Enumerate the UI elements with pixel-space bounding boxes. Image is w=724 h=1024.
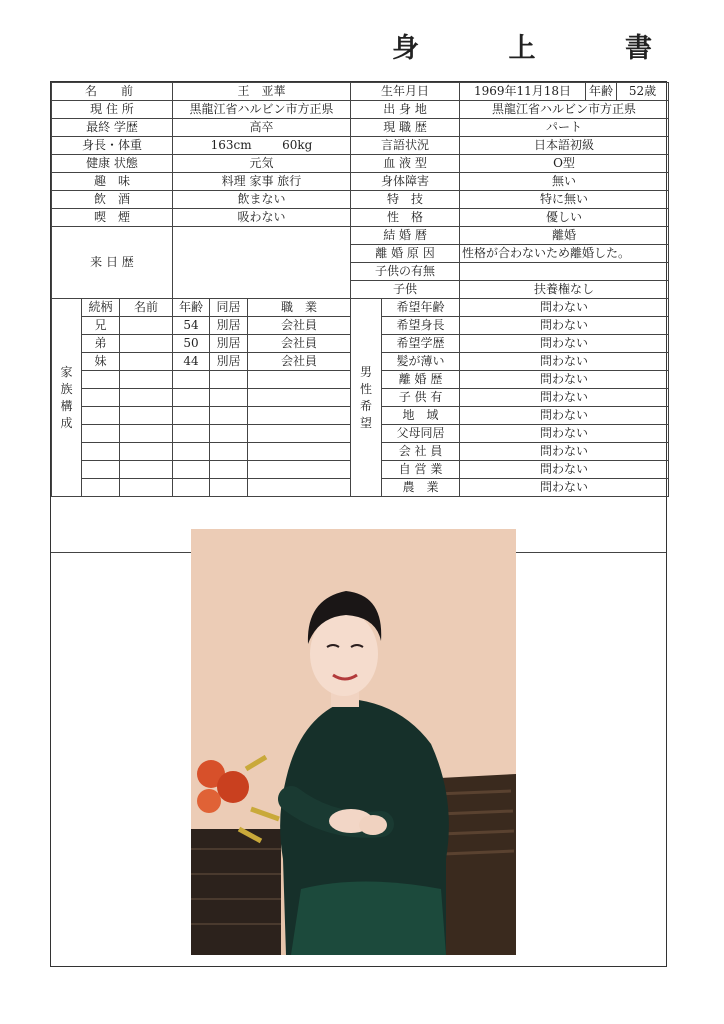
family-age (173, 461, 210, 479)
family-name (120, 461, 173, 479)
family-living (210, 407, 248, 425)
pref-value: 問わない (460, 335, 669, 353)
pref-value: 問わない (460, 407, 669, 425)
family-job (248, 443, 351, 461)
label-disability: 身体障害 (351, 173, 460, 191)
family-name (120, 317, 173, 335)
family-age (173, 443, 210, 461)
row-hobby (52, 173, 669, 191)
family-relation (82, 479, 120, 497)
pref-label: 会 社 員 (382, 443, 460, 461)
family-living (210, 443, 248, 461)
value-job: パート (460, 119, 669, 137)
label-divorce: 離 婚 原 因 (351, 245, 460, 263)
family-living (210, 461, 248, 479)
label-job: 現 職 歴 (351, 119, 460, 137)
family-age (173, 425, 210, 443)
family-age: 54 (173, 317, 210, 335)
pref-value: 問わない (460, 443, 669, 461)
portrait-illustration (191, 529, 516, 955)
value-divorce: 性格が合わないため離婚した。 (460, 245, 669, 263)
family-name (120, 389, 173, 407)
family-relation (82, 461, 120, 479)
family-name (120, 425, 173, 443)
label-age: 年齢 (586, 83, 617, 101)
family-name (120, 353, 173, 371)
row-name (52, 83, 669, 101)
label-smoking: 喫 煙 (52, 209, 173, 227)
family-relation (82, 389, 120, 407)
family-name (120, 443, 173, 461)
row-body (52, 137, 669, 155)
label-japan-history: 来 日 歴 (52, 227, 173, 299)
family-living: 別居 (210, 317, 248, 335)
label-address: 現 住 所 (52, 101, 173, 119)
family-relation: 弟 (82, 335, 120, 353)
value-address: 黒龍江省ハルビン市方正県 (173, 101, 351, 119)
label-body: 身長・体重 (52, 137, 173, 155)
label-hobby: 趣 味 (52, 173, 173, 191)
family-living (210, 425, 248, 443)
family-name (120, 479, 173, 497)
pref-label: 農 業 (382, 479, 460, 497)
value-disability: 無い (460, 173, 669, 191)
family-job (248, 461, 351, 479)
label-language: 言語状況 (351, 137, 460, 155)
family-job (248, 389, 351, 407)
family-job: 会社員 (248, 317, 351, 335)
row-address (52, 101, 669, 119)
row-health (52, 155, 669, 173)
value-japan-history (173, 227, 351, 299)
family-job: 会社員 (248, 335, 351, 353)
family-living: 別居 (210, 335, 248, 353)
family-relation (82, 425, 120, 443)
pref-value: 問わない (460, 299, 669, 317)
profile-sheet (50, 81, 667, 967)
family-age (173, 389, 210, 407)
family-relation (82, 371, 120, 389)
family-name (120, 407, 173, 425)
preference-side-label: 男 性 希 望 (351, 299, 382, 497)
pref-label: 自 営 業 (382, 461, 460, 479)
family-living (210, 479, 248, 497)
value-name: 王 亚華 (173, 83, 351, 101)
label-children: 子供の有無 (351, 263, 460, 281)
value-birth: 1969年11月18日 (460, 83, 586, 101)
pref-label: 髪が薄い (382, 353, 460, 371)
family-living (210, 389, 248, 407)
family-age (173, 479, 210, 497)
row-education (52, 119, 669, 137)
label-child: 子供 (351, 281, 460, 299)
family-living: 別居 (210, 353, 248, 371)
family-relation: 妹 (82, 353, 120, 371)
family-header-job: 職 業 (248, 299, 351, 317)
family-age: 50 (173, 335, 210, 353)
pref-value: 問わない (460, 389, 669, 407)
value-blood: O型 (460, 155, 669, 173)
value-marriage: 離婚 (460, 227, 669, 245)
family-job (248, 371, 351, 389)
row-drinking (52, 191, 669, 209)
family-age: 44 (173, 353, 210, 371)
title-char: 上 (508, 33, 536, 64)
value-health: 元気 (173, 155, 351, 173)
value-hobby: 料理 家事 旅行 (173, 173, 351, 191)
value-education: 高卒 (173, 119, 351, 137)
pref-label: 離 婚 歴 (382, 371, 460, 389)
label-health: 健康 状態 (52, 155, 173, 173)
family-header-age: 年齢 (173, 299, 210, 317)
pref-value: 問わない (460, 371, 669, 389)
pref-label: 地 域 (382, 407, 460, 425)
portrait-photo (191, 529, 516, 955)
family-relation (82, 407, 120, 425)
row-smoking (52, 209, 669, 227)
family-job (248, 425, 351, 443)
pref-value: 問わない (460, 425, 669, 443)
value-height: 163cm (210, 138, 252, 152)
label-education: 最終 学歴 (52, 119, 173, 137)
label-birth: 生年月日 (351, 83, 460, 101)
document-title (392, 26, 652, 65)
pref-label: 希望学歴 (382, 335, 460, 353)
family-job: 会社員 (248, 353, 351, 371)
pref-value: 問わない (460, 479, 669, 497)
family-age (173, 407, 210, 425)
pref-label: 希望身長 (382, 317, 460, 335)
pref-label: 希望年齢 (382, 299, 460, 317)
label-drinking: 飲 酒 (52, 191, 173, 209)
value-smoking: 吸わない (173, 209, 351, 227)
label-skill: 特 技 (351, 191, 460, 209)
value-child: 扶養権なし (460, 281, 669, 299)
family-living (210, 371, 248, 389)
pref-value: 問わない (460, 461, 669, 479)
label-blood: 血 液 型 (351, 155, 460, 173)
family-row (52, 299, 669, 317)
value-drinking: 飲まない (173, 191, 351, 209)
title-char: 身 (392, 33, 419, 64)
value-skill: 特に無い (460, 191, 669, 209)
value-personality: 優しい (460, 209, 669, 227)
family-job (248, 407, 351, 425)
label-origin: 出 身 地 (351, 101, 460, 119)
family-header-name: 名前 (120, 299, 173, 317)
value-origin: 黒龍江省ハルビン市方正県 (460, 101, 669, 119)
title-char: 書 (625, 33, 652, 64)
family-side-label: 家 族 構 成 (52, 299, 82, 497)
label-personality: 性 格 (351, 209, 460, 227)
value-weight: 60kg (282, 138, 313, 152)
value-age: 52歳 (617, 83, 669, 101)
family-name (120, 371, 173, 389)
family-relation: 兄 (82, 317, 120, 335)
value-body (173, 137, 351, 155)
family-job (248, 479, 351, 497)
pref-label: 子 供 有 (382, 389, 460, 407)
family-relation (82, 443, 120, 461)
family-name (120, 335, 173, 353)
row-marriage (52, 227, 669, 245)
family-header-living: 同居 (210, 299, 248, 317)
label-marriage: 結 婚 暦 (351, 227, 460, 245)
family-age (173, 371, 210, 389)
pref-label: 父母同居 (382, 425, 460, 443)
value-children (460, 263, 669, 281)
pref-value: 問わない (460, 317, 669, 335)
label-name: 名 前 (52, 83, 173, 101)
family-header-relation: 続柄 (82, 299, 120, 317)
profile-table (51, 82, 669, 497)
pref-value: 問わない (460, 353, 669, 371)
value-language: 日本語初級 (460, 137, 669, 155)
